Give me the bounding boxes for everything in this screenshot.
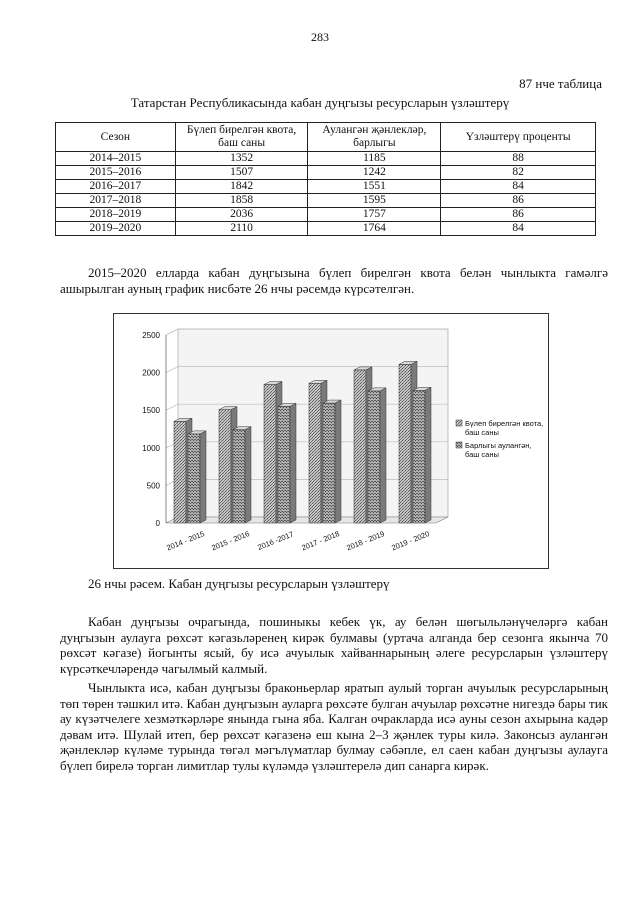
y-tick-label: 2500	[142, 331, 160, 340]
bar-quota	[174, 421, 186, 523]
bar-quota	[264, 384, 276, 523]
bar-harvested	[278, 406, 290, 523]
table-title: Татарстан Республикасында кабан дуңгызы ресурсларын үзләштерү	[130, 95, 510, 110]
table-row	[56, 180, 596, 194]
y-tick-label: 0	[155, 519, 160, 528]
body-paragraph-2: Чынлыкта исә, кабан дуңгызы браконьерлар яратып аулый торган ачуылык ресурсларының төп төрен тәшкил итә. Кабан дуңгызын ауларга рөхсәте булган ачуылар рөхсәтне нигездә бары тик ау күзәтчелеге хезмәткәрләре янында гына яба. Калган очракларда исә ауны сезон ахырына кадәр дәвам итә. Шулай итеп, бер рөхсәт кәгазенә еш кына 2–3 җәнлек туры килә. Законсыз аулангән җәнлекләр күләме турында төгәл мәгълүматлар булмау сәбәпле, ел саен кабан дуңгызы аулауга бүлеп бирелә торган лимитлар тулы күләмдә үзләштерелә дип санарга кирәк.	[60, 680, 608, 773]
body-paragraph-1: Кабан дуңгызы очрагында, пошиныкы кебек үк, ау белән шөгыльләнүчеләргә кабан дуңгызын аулауга рөхсәт кәгазьләренең кирәк булмавы (уртача алганда бер сезонга якынча 70 рөхсәт кәгазе) йогынты ясый, бу исә ачуылык хайваннарының әлеге ресурсларын үзләштерү күрсәткечләрендә чагылмый калмый.	[60, 614, 608, 676]
y-tick-label: 500	[146, 481, 160, 491]
header-season: Сезон	[56, 123, 176, 152]
table-cell: 1551	[308, 180, 441, 194]
bar-harvested	[323, 403, 335, 523]
table-cell: 2110	[175, 222, 308, 236]
table-cell: 84	[441, 180, 596, 194]
y-tick-label: 1500	[142, 406, 160, 416]
header-percent: Үзләштерү проценты	[441, 123, 596, 152]
table-cell: 1352	[175, 152, 308, 166]
x-tick-label: 2019 - 2020	[390, 529, 431, 553]
bar-quota	[219, 410, 231, 523]
table-cell: 1595	[308, 194, 441, 208]
header-harvested: Аулангән җәнлекләр, барлыгы	[308, 123, 441, 152]
table-row	[56, 194, 596, 208]
table-cell: 1507	[175, 166, 308, 180]
x-tick-label: 2018 - 2019	[345, 529, 386, 553]
table-row	[56, 222, 596, 236]
bar-harvested	[233, 430, 245, 523]
bar-harvested-side	[200, 431, 206, 523]
table-cell: 86	[441, 208, 596, 222]
table-label: 87 нче таблица	[519, 76, 602, 91]
table-cell: 1185	[308, 152, 441, 166]
table-cell: 82	[441, 166, 596, 180]
legend-swatch	[456, 442, 462, 448]
x-tick-label: 2015 - 2016	[210, 529, 251, 553]
table-cell: 1242	[308, 166, 441, 180]
figure-caption: 26 нчы рәсем. Кабан дуңгызы ресурсларын үзләштерү	[88, 576, 390, 591]
chart-frame	[113, 313, 549, 569]
bar-quota	[309, 383, 321, 523]
bar-harvested	[188, 434, 200, 523]
x-tick-label: 2014 - 2015	[165, 529, 206, 553]
table-cell: 2016–2017	[56, 180, 176, 194]
legend-label: баш саны	[465, 450, 499, 459]
bar-harvested	[413, 390, 425, 523]
bar-harvested-side	[380, 388, 386, 523]
table-cell: 88	[441, 152, 596, 166]
table-row	[56, 208, 596, 222]
bar-harvested-side	[425, 387, 431, 523]
bar-harvested-side	[290, 403, 296, 523]
bar-harvested-side	[335, 400, 341, 523]
page-number: 283	[311, 30, 329, 44]
intro-paragraph: 2015–2020 елларда кабан дуңгызына бүлеп бирелгән квота белән чынлыкта гамәлгә ашырылган ауның график нисбәте 26 нчы рәсемдә күрсәтелгән.	[60, 265, 608, 296]
table-row	[56, 166, 596, 180]
table-cell: 2019–2020	[56, 222, 176, 236]
table-cell: 1842	[175, 180, 308, 194]
table-cell: 84	[441, 222, 596, 236]
table-row	[56, 152, 596, 166]
resources-table	[55, 122, 596, 236]
legend-label: баш саны	[465, 428, 499, 437]
bar-harvested-side	[245, 427, 251, 523]
legend-swatch	[456, 420, 462, 426]
header-quota: Бүлеп бирелгән квота, баш саны	[175, 123, 308, 152]
table-cell: 1858	[175, 194, 308, 208]
legend-label: Бүлеп бирелгән квота,	[465, 419, 544, 428]
x-tick-label: 2016 -2017	[256, 529, 295, 552]
table-cell: 2017–2018	[56, 194, 176, 208]
bar-chart	[114, 314, 548, 568]
table-cell: 1764	[308, 222, 441, 236]
table-cell: 86	[441, 194, 596, 208]
y-tick-label: 1000	[142, 443, 160, 453]
bar-quota	[399, 364, 411, 523]
table-header-row	[56, 123, 596, 152]
table-cell: 2015–2016	[56, 166, 176, 180]
x-tick-label: 2017 - 2018	[300, 529, 341, 553]
bar-harvested	[368, 391, 380, 523]
bar-quota	[354, 370, 366, 523]
table-cell: 1757	[308, 208, 441, 222]
table-cell: 2014–2015	[56, 152, 176, 166]
y-tick-label: 2000	[142, 368, 160, 378]
table-cell: 2018–2019	[56, 208, 176, 222]
legend-label: Барлыгы аулангән,	[465, 441, 532, 450]
table-cell: 2036	[175, 208, 308, 222]
